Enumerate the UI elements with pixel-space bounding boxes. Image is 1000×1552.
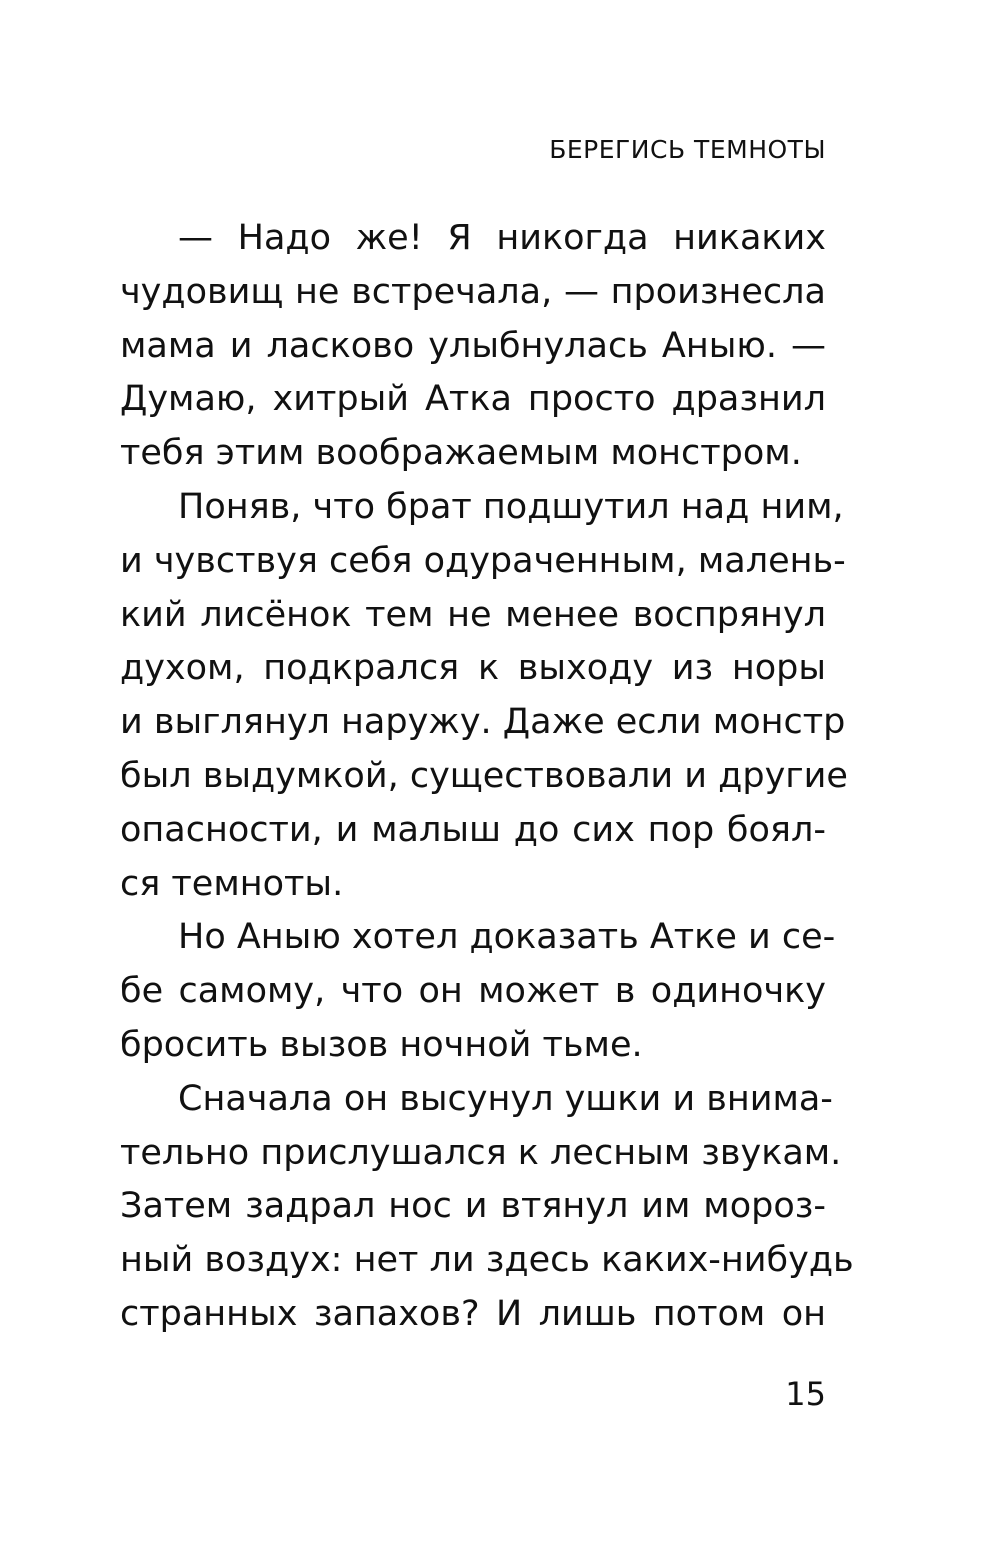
text-line: и выглянул наружу. Даже если монстр <box>120 702 846 743</box>
text-line: бе самому, что он может в одиночку <box>120 971 826 1012</box>
page-number: 15 <box>785 1375 826 1413</box>
text-line: тебя этим воображаемым монстром. <box>120 433 802 474</box>
text-line: ный воздух: нет ли здесь каких-нибудь <box>120 1240 854 1281</box>
text-line: странных запахов? И лишь потом он <box>120 1293 826 1334</box>
text-line: ся темноты. <box>120 863 344 904</box>
text-line: и чувствуя себя одураченным, малень- <box>120 540 846 581</box>
text-line: тельно прислушался к лесным звукам. <box>120 1132 842 1173</box>
text-line: Затем задрал нос и втянул им мороз- <box>120 1186 826 1227</box>
text-line: Но Аныю хотел доказать Атке и се- <box>178 917 836 958</box>
text-line: кий лисёнок тем не менее воспрянул <box>120 594 826 635</box>
text-line: Думаю, хитрый Атка просто дразнил <box>120 379 826 420</box>
body-text <box>120 212 854 1342</box>
text-line: был выдумкой, существовали и другие <box>120 755 848 796</box>
running-header: БЕРЕГИСЬ ТЕМНОТЫ <box>549 135 826 164</box>
text-line: чудовищ не встречала, — произнесла <box>120 271 826 312</box>
text-line: — Надо же! Я никогда никаких <box>178 218 826 258</box>
text-line: мама и ласково улыбнулась Аныю. — <box>120 325 826 366</box>
text-line: Сначала он высунул ушки и внима- <box>178 1078 833 1119</box>
text-line: духом, подкрался к выходу из норы <box>120 648 826 689</box>
text-line: Поняв, что брат подшутил над ним, <box>178 486 844 527</box>
text-line: опасности, и малыш до сих пор боял- <box>120 809 826 850</box>
text-line: бросить вызов ночной тьме. <box>120 1024 643 1065</box>
